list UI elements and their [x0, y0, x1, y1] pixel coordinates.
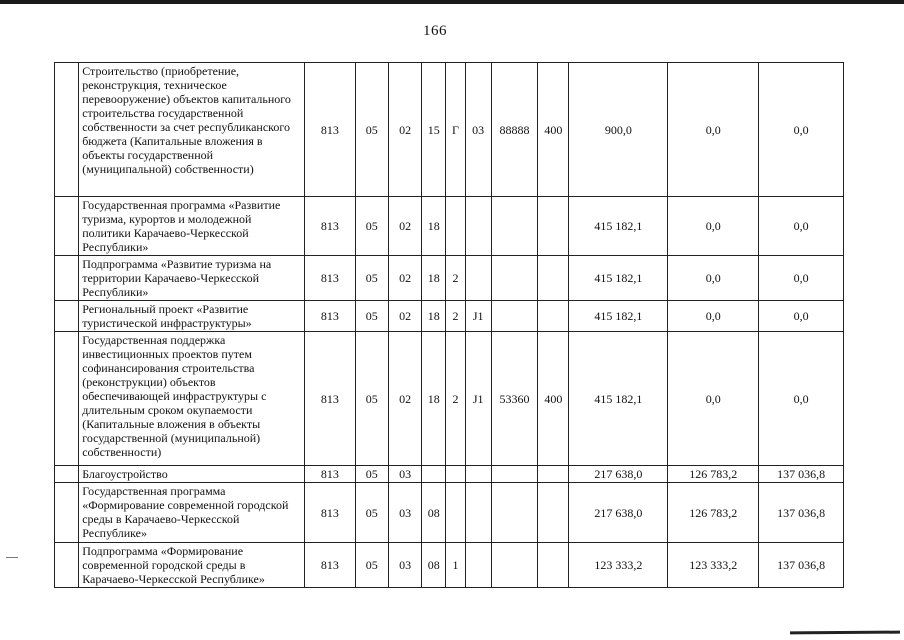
row-index-cell [55, 197, 79, 256]
direction-cell [491, 301, 537, 332]
year2-amount-cell: 0,0 [668, 63, 759, 197]
expense-type-cell [538, 483, 569, 543]
group-cell [465, 543, 491, 588]
table-row [55, 301, 844, 332]
year3-amount-cell: 0,0 [759, 63, 844, 197]
ved-cell: 813 [305, 256, 355, 301]
row-name-cell: Государственная программа «Формирование современной городской среды в Карачаево-Черкесской Республике» [79, 483, 305, 543]
subprogram-cell [446, 466, 465, 483]
year2-amount-cell: 123 333,2 [668, 543, 759, 588]
rz-cell: 05 [355, 543, 388, 588]
year2-amount-cell: 0,0 [668, 332, 759, 466]
row-index-cell [55, 63, 79, 197]
pr-cell: 02 [388, 256, 421, 301]
margin-mark [6, 557, 18, 558]
subprogram-cell: 2 [446, 256, 465, 301]
budget-table [54, 62, 844, 588]
pr-cell: 03 [388, 483, 421, 543]
year1-amount-cell: 415 182,1 [569, 256, 668, 301]
row-index-cell [55, 256, 79, 301]
table-row [55, 466, 844, 483]
direction-cell [491, 256, 537, 301]
ved-cell: 813 [305, 301, 355, 332]
expense-type-cell: 400 [538, 63, 569, 197]
row-name-cell: Строительство (приобретение, реконструкция, техническое перевооружение) объектов капитального строительства государственной собственности за счет республиканского бюджета (Капитальные вложения в объекты государственной (муниципальной) собственности) [79, 63, 305, 197]
program-cell: 18 [422, 301, 446, 332]
table-row [55, 197, 844, 256]
year3-amount-cell: 0,0 [759, 197, 844, 256]
subprogram-cell: Г [446, 63, 465, 197]
subprogram-cell: 2 [446, 332, 465, 466]
row-name-cell: Подпрограмма «Развитие туризма на территории Карачаево-Черкесской Республики» [79, 256, 305, 301]
pr-cell: 03 [388, 466, 421, 483]
bottom-stroke [790, 631, 900, 635]
year3-amount-cell: 0,0 [759, 301, 844, 332]
subprogram-cell [446, 197, 465, 256]
rz-cell: 05 [355, 63, 388, 197]
year2-amount-cell: 0,0 [668, 256, 759, 301]
row-name-cell: Государственная поддержка инвестиционных проектов путем софинансирования строительства (реконструкции) объектов обеспечивающей инфраструктуры с длительным сроком окупаемости (Капитальные вложения в объекты государственной (муниципальной) собственности) [79, 332, 305, 466]
subprogram-cell: 1 [446, 543, 465, 588]
ved-cell: 813 [305, 332, 355, 466]
subprogram-cell [446, 483, 465, 543]
row-index-cell [55, 332, 79, 466]
group-cell [465, 483, 491, 543]
group-cell [465, 256, 491, 301]
year1-amount-cell: 900,0 [569, 63, 668, 197]
ved-cell: 813 [305, 466, 355, 483]
table-row [55, 483, 844, 543]
table-row [55, 543, 844, 588]
year2-amount-cell: 126 783,2 [668, 466, 759, 483]
direction-cell [491, 466, 537, 483]
page-number: 166 [423, 23, 447, 39]
direction-cell: 53360 [491, 332, 537, 466]
expense-type-cell [538, 301, 569, 332]
expense-type-cell: 400 [538, 332, 569, 466]
expense-type-cell [538, 256, 569, 301]
direction-cell [491, 483, 537, 543]
program-cell: 18 [422, 256, 446, 301]
year1-amount-cell: 217 638,0 [569, 466, 668, 483]
direction-cell [491, 543, 537, 588]
ved-cell: 813 [305, 543, 355, 588]
year2-amount-cell: 0,0 [668, 301, 759, 332]
program-cell: 08 [422, 483, 446, 543]
row-name-cell: Государственная программа «Развитие туризма, курортов и молодежной политики Карачаево-Черкесской Республики» [79, 197, 305, 256]
direction-cell [491, 197, 537, 256]
pr-cell: 02 [388, 63, 421, 197]
row-index-cell [55, 543, 79, 588]
year1-amount-cell: 123 333,2 [569, 543, 668, 588]
row-index-cell [55, 301, 79, 332]
program-cell: 18 [422, 197, 446, 256]
row-name-cell: Региональный проект «Развитие туристической инфраструктуры» [79, 301, 305, 332]
group-cell: J1 [465, 332, 491, 466]
program-cell: 08 [422, 543, 446, 588]
year3-amount-cell: 0,0 [759, 332, 844, 466]
row-name-cell: Благоустройство [79, 466, 305, 483]
expense-type-cell [538, 543, 569, 588]
table-row [55, 256, 844, 301]
year2-amount-cell: 126 783,2 [668, 483, 759, 543]
row-index-cell [55, 466, 79, 483]
top-rule [0, 0, 904, 4]
subprogram-cell: 2 [446, 301, 465, 332]
group-cell: J1 [465, 301, 491, 332]
group-cell [465, 197, 491, 256]
expense-type-cell [538, 197, 569, 256]
group-cell [465, 466, 491, 483]
pr-cell: 02 [388, 332, 421, 466]
rz-cell: 05 [355, 332, 388, 466]
year1-amount-cell: 415 182,1 [569, 301, 668, 332]
ved-cell: 813 [305, 63, 355, 197]
rz-cell: 05 [355, 466, 388, 483]
year1-amount-cell: 217 638,0 [569, 483, 668, 543]
ved-cell: 813 [305, 197, 355, 256]
pr-cell: 02 [388, 197, 421, 256]
rz-cell: 05 [355, 197, 388, 256]
table-row [55, 332, 844, 466]
row-index-cell [55, 483, 79, 543]
rz-cell: 05 [355, 483, 388, 543]
group-cell: 03 [465, 63, 491, 197]
expense-type-cell [538, 466, 569, 483]
program-cell [422, 466, 446, 483]
year3-amount-cell: 137 036,8 [759, 543, 844, 588]
program-cell: 15 [422, 63, 446, 197]
pr-cell: 02 [388, 301, 421, 332]
table-row [55, 63, 844, 197]
year2-amount-cell: 0,0 [668, 197, 759, 256]
year1-amount-cell: 415 182,1 [569, 197, 668, 256]
year1-amount-cell: 415 182,1 [569, 332, 668, 466]
program-cell: 18 [422, 332, 446, 466]
year3-amount-cell: 137 036,8 [759, 483, 844, 543]
ved-cell: 813 [305, 483, 355, 543]
direction-cell: 88888 [491, 63, 537, 197]
rz-cell: 05 [355, 301, 388, 332]
rz-cell: 05 [355, 256, 388, 301]
year3-amount-cell: 0,0 [759, 256, 844, 301]
year3-amount-cell: 137 036,8 [759, 466, 844, 483]
row-name-cell: Подпрограмма «Формирование современной городской среды в Карачаево-Черкесской Республике» [79, 543, 305, 588]
pr-cell: 03 [388, 543, 421, 588]
